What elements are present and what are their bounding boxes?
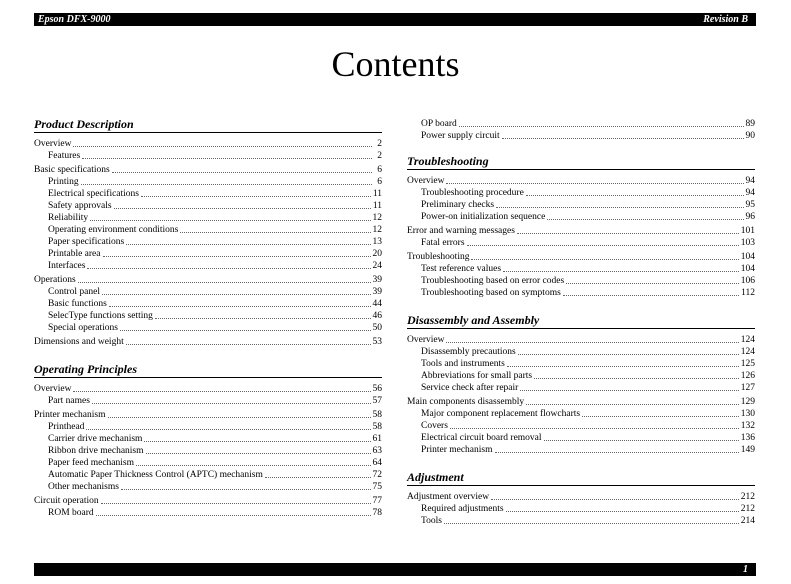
toc-subentry[interactable] bbox=[407, 346, 755, 358]
dot-leader bbox=[518, 354, 739, 355]
section-heading: Disassembly and Assembly bbox=[407, 313, 755, 329]
toc-left-column bbox=[34, 117, 382, 519]
toc-page-number: 57 bbox=[372, 396, 382, 406]
toc-page-number: 78 bbox=[372, 508, 382, 518]
toc-page-number: 2 bbox=[377, 151, 382, 161]
toc-page-number: 94 bbox=[745, 176, 755, 186]
toc-page-number: 136 bbox=[740, 433, 755, 443]
toc-entry-title: Part names bbox=[48, 396, 90, 406]
dot-leader bbox=[547, 219, 743, 220]
toc-entry-title: Basic functions bbox=[48, 299, 107, 309]
toc-entry-title: Fatal errors bbox=[421, 238, 465, 248]
toc-entry[interactable] bbox=[407, 396, 755, 408]
toc-page-number: 75 bbox=[372, 482, 382, 492]
toc-page-number: 214 bbox=[740, 516, 755, 526]
toc-subentry[interactable] bbox=[407, 444, 755, 456]
toc-page-number: 58 bbox=[372, 422, 382, 432]
dot-leader bbox=[496, 207, 743, 208]
toc-page-number: 61 bbox=[372, 434, 382, 444]
toc-subentry[interactable] bbox=[34, 150, 382, 162]
toc-section bbox=[407, 154, 755, 299]
dot-leader bbox=[78, 282, 371, 283]
dot-leader bbox=[502, 138, 744, 139]
toc-entry-title: Printable area bbox=[48, 249, 101, 259]
dot-leader bbox=[446, 183, 743, 184]
toc-subentry[interactable] bbox=[407, 187, 755, 199]
toc-page-number: 11 bbox=[372, 189, 382, 199]
toc-page-number: 53 bbox=[372, 337, 382, 347]
dot-leader bbox=[459, 126, 744, 127]
toc-entry-title: Safety approvals bbox=[48, 201, 112, 211]
page-title: Contents bbox=[331, 44, 460, 84]
toc-page-number: 104 bbox=[740, 264, 755, 274]
toc-entry-title: Covers bbox=[421, 421, 448, 431]
dot-leader bbox=[146, 453, 371, 454]
toc-subentry[interactable] bbox=[407, 370, 755, 382]
dot-leader bbox=[491, 499, 739, 500]
toc-page-number: 149 bbox=[740, 445, 755, 455]
toc-page-number: 39 bbox=[372, 275, 382, 285]
toc-subentry[interactable] bbox=[34, 310, 382, 322]
dot-leader bbox=[120, 330, 371, 331]
toc-subentry[interactable] bbox=[407, 199, 755, 211]
toc-entry-title: Major component replacement flowcharts bbox=[421, 409, 581, 419]
toc-entry-title: Error and warning messages bbox=[407, 226, 515, 236]
toc-subentry[interactable] bbox=[407, 382, 755, 394]
toc-entry-title: Other mechanisms bbox=[48, 482, 119, 492]
toc-page-number: 50 bbox=[372, 323, 382, 333]
dot-leader bbox=[141, 196, 371, 197]
dot-leader bbox=[136, 465, 371, 466]
toc-page-number: 72 bbox=[372, 470, 382, 480]
toc-entry-title: Printhead bbox=[48, 422, 85, 432]
toc-subentry[interactable] bbox=[407, 432, 755, 444]
toc-page-number: 130 bbox=[740, 409, 755, 419]
toc-page-number: 56 bbox=[372, 384, 382, 394]
toc-section bbox=[34, 362, 382, 519]
toc-page-number: 95 bbox=[745, 200, 755, 210]
toc-page-number: 46 bbox=[372, 311, 382, 321]
toc-entry-title: Electrical specifications bbox=[48, 189, 139, 199]
dot-leader bbox=[114, 208, 371, 209]
section-heading: Product Description bbox=[34, 117, 382, 133]
dot-leader bbox=[92, 403, 371, 404]
toc-entry-title: Circuit operation bbox=[34, 496, 99, 506]
toc-page-number: 2 bbox=[377, 139, 382, 149]
toc-entry[interactable] bbox=[34, 336, 382, 348]
toc-subentry[interactable] bbox=[34, 200, 382, 212]
toc-page-number: 125 bbox=[740, 359, 755, 369]
toc-entry-title: Printer mechanism bbox=[421, 445, 493, 455]
toc-entry[interactable] bbox=[34, 495, 382, 507]
toc-page-number: 96 bbox=[745, 212, 755, 222]
toc-entry[interactable] bbox=[34, 138, 382, 150]
toc-subentry[interactable] bbox=[34, 248, 382, 260]
dot-leader bbox=[544, 440, 739, 441]
toc-entry-title: Power supply circuit bbox=[421, 131, 500, 141]
toc-entry-title: Overview bbox=[34, 384, 72, 394]
toc-entry-title: Abbreviations for small parts bbox=[421, 371, 533, 381]
toc-subentry[interactable] bbox=[34, 298, 382, 310]
toc-page-number: 12 bbox=[372, 225, 382, 235]
toc-page-number: 112 bbox=[741, 288, 755, 298]
toc-page-number: 6 bbox=[377, 177, 382, 187]
section-heading: Adjustment bbox=[407, 470, 755, 486]
toc-subentry[interactable] bbox=[407, 503, 755, 515]
toc-entry-title: Preliminary checks bbox=[421, 200, 495, 210]
dot-leader bbox=[102, 294, 371, 295]
toc-subentry[interactable] bbox=[407, 211, 755, 223]
dot-leader bbox=[471, 259, 738, 260]
toc-subentry[interactable] bbox=[34, 457, 382, 469]
toc-entry-title: Adjustment overview bbox=[407, 492, 490, 502]
toc-entry[interactable] bbox=[407, 175, 755, 187]
dot-leader bbox=[112, 172, 372, 173]
toc-subentry[interactable] bbox=[34, 176, 382, 188]
toc-entry-title: Disassembly precautions bbox=[421, 347, 516, 357]
dot-leader bbox=[108, 417, 371, 418]
dot-leader bbox=[582, 416, 739, 417]
toc-entry-title: Tools bbox=[421, 516, 442, 526]
section-heading: Troubleshooting bbox=[407, 154, 755, 170]
toc-page-number: 129 bbox=[740, 397, 755, 407]
header-doc-title: Epson DFX-9000 bbox=[38, 14, 111, 25]
toc-entry-title: Troubleshooting based on error codes bbox=[421, 276, 565, 286]
toc-subentry[interactable] bbox=[34, 188, 382, 200]
toc-entry[interactable] bbox=[407, 334, 755, 346]
dot-leader bbox=[121, 489, 371, 490]
toc-page-number: 132 bbox=[740, 421, 755, 431]
toc-entry-title: Test reference values bbox=[421, 264, 502, 274]
toc-entry-title: Operations bbox=[34, 275, 76, 285]
toc-entry-title: Interfaces bbox=[48, 261, 86, 271]
toc-subentry[interactable] bbox=[34, 469, 382, 481]
toc-subentry[interactable] bbox=[407, 420, 755, 432]
toc-page-number: 101 bbox=[740, 226, 755, 236]
toc-subentry[interactable] bbox=[34, 322, 382, 334]
toc-page-number: 77 bbox=[372, 496, 382, 506]
toc-subentry[interactable] bbox=[34, 395, 382, 407]
toc-subentry[interactable] bbox=[34, 507, 382, 519]
toc-entry-title: Overview bbox=[34, 139, 72, 149]
toc-page-number: 6 bbox=[377, 165, 382, 175]
toc-entry-title: Basic specifications bbox=[34, 165, 110, 175]
section-heading: Operating Principles bbox=[34, 362, 382, 378]
dot-leader bbox=[507, 366, 739, 367]
toc-subentry[interactable] bbox=[34, 212, 382, 224]
header-bar bbox=[34, 13, 756, 26]
dot-leader bbox=[90, 220, 370, 221]
header-revision: Revision B bbox=[703, 14, 748, 25]
toc-entry-title: Carrier drive mechanism bbox=[48, 434, 143, 444]
toc-subentry[interactable] bbox=[34, 236, 382, 248]
toc-page-number: 124 bbox=[740, 347, 755, 357]
toc-page-number: 20 bbox=[372, 249, 382, 259]
dot-leader bbox=[517, 233, 739, 234]
toc-page-number: 58 bbox=[372, 410, 382, 420]
dot-leader bbox=[566, 283, 739, 284]
toc-entry[interactable] bbox=[407, 251, 755, 263]
toc-entry[interactable] bbox=[34, 164, 382, 176]
toc-page-number: 94 bbox=[745, 188, 755, 198]
toc-entry-title: Overview bbox=[407, 335, 445, 345]
toc-entry-title: Dimensions and weight bbox=[34, 337, 124, 347]
dot-leader bbox=[126, 344, 371, 345]
toc-entry-title: OP board bbox=[421, 119, 457, 129]
toc-entry-title: Main components disassembly bbox=[407, 397, 525, 407]
toc-page-number: 103 bbox=[740, 238, 755, 248]
toc-page-number: 64 bbox=[372, 458, 382, 468]
dot-leader bbox=[444, 523, 739, 524]
toc-subentry[interactable] bbox=[407, 287, 755, 299]
toc-subentry[interactable] bbox=[34, 433, 382, 445]
dot-leader bbox=[563, 295, 739, 296]
toc-entry-title: Features bbox=[48, 151, 81, 161]
toc-page-number: 90 bbox=[745, 131, 755, 141]
toc-page-number: 212 bbox=[740, 504, 755, 514]
dot-leader bbox=[81, 184, 372, 185]
toc-subentry[interactable] bbox=[34, 224, 382, 236]
toc-entry-title: ROM board bbox=[48, 508, 94, 518]
dot-leader bbox=[526, 195, 744, 196]
toc-page-number: 12 bbox=[372, 213, 382, 223]
dot-leader bbox=[155, 318, 371, 319]
toc-page-number: 39 bbox=[372, 287, 382, 297]
dot-leader bbox=[446, 342, 738, 343]
toc-entry-title: Printing bbox=[48, 177, 79, 187]
toc-section bbox=[34, 117, 382, 348]
toc-subentry[interactable] bbox=[34, 260, 382, 272]
toc-section bbox=[407, 313, 755, 456]
toc-entry-title: Tools and instruments bbox=[421, 359, 505, 369]
toc-subentry[interactable] bbox=[407, 130, 755, 142]
toc-entry-title: Paper specifications bbox=[48, 237, 125, 247]
toc-subentry[interactable] bbox=[407, 237, 755, 249]
dot-leader bbox=[109, 306, 371, 307]
dot-leader bbox=[126, 244, 370, 245]
toc-entry-title: Service check after repair bbox=[421, 383, 519, 393]
dot-leader bbox=[534, 378, 739, 379]
toc-entry-title: Required adjustments bbox=[421, 504, 504, 514]
toc-entry-title: Control panel bbox=[48, 287, 100, 297]
toc-page-number: 106 bbox=[740, 276, 755, 286]
toc-entry-title: Electrical circuit board removal bbox=[421, 433, 542, 443]
toc-entry-title: Printer mechanism bbox=[34, 410, 106, 420]
toc-entry-title: Ribbon drive mechanism bbox=[48, 446, 144, 456]
dot-leader bbox=[86, 429, 370, 430]
toc-subentry[interactable] bbox=[407, 263, 755, 275]
toc-entry-title: Power-on initialization sequence bbox=[421, 212, 546, 222]
toc-subentry[interactable] bbox=[34, 445, 382, 457]
dot-leader bbox=[506, 511, 739, 512]
toc-entry-title: Troubleshooting based on symptoms bbox=[421, 288, 561, 298]
toc-subentry[interactable] bbox=[34, 421, 382, 433]
dot-leader bbox=[73, 391, 370, 392]
toc-subentry[interactable] bbox=[407, 275, 755, 287]
dot-leader bbox=[144, 441, 370, 442]
footer-bar bbox=[34, 563, 756, 576]
dot-leader bbox=[103, 256, 371, 257]
toc-page-number: 212 bbox=[740, 492, 755, 502]
toc-entry[interactable] bbox=[407, 491, 755, 503]
toc-subentry[interactable] bbox=[34, 481, 382, 493]
toc-page-number: 127 bbox=[740, 383, 755, 393]
toc-page-number: 63 bbox=[372, 446, 382, 456]
dot-leader bbox=[101, 503, 371, 504]
dot-leader bbox=[82, 158, 372, 159]
toc-entry[interactable] bbox=[34, 383, 382, 395]
toc-page-number: 13 bbox=[372, 237, 382, 247]
toc-subentry[interactable] bbox=[407, 118, 755, 130]
toc-subentry[interactable] bbox=[407, 408, 755, 420]
dot-leader bbox=[87, 268, 370, 269]
toc-page-number: 11 bbox=[372, 201, 382, 211]
dot-leader bbox=[450, 428, 739, 429]
dot-leader bbox=[180, 232, 370, 233]
toc-page-number: 126 bbox=[740, 371, 755, 381]
dot-leader bbox=[467, 245, 739, 246]
toc-entry-title: Special operations bbox=[48, 323, 118, 333]
dot-leader bbox=[503, 271, 739, 272]
toc-entry-title: Overview bbox=[407, 176, 445, 186]
toc-entry[interactable] bbox=[34, 409, 382, 421]
toc-page-number: 24 bbox=[372, 261, 382, 271]
toc-page-number: 104 bbox=[740, 252, 755, 262]
toc-entry-title: Reliability bbox=[48, 213, 89, 223]
toc-right-column bbox=[407, 118, 755, 527]
toc-subentry[interactable] bbox=[407, 358, 755, 370]
dot-leader bbox=[96, 515, 371, 516]
toc-subentry[interactable] bbox=[34, 286, 382, 298]
toc-entry-title: SelecType functions setting bbox=[48, 311, 153, 321]
dot-leader bbox=[73, 146, 372, 147]
toc-page-number: 124 bbox=[740, 335, 755, 345]
dot-leader bbox=[520, 390, 738, 391]
footer-page-number: 1 bbox=[743, 564, 748, 575]
toc-entry-title: Paper feed mechanism bbox=[48, 458, 134, 468]
toc-entry[interactable] bbox=[407, 225, 755, 237]
toc-entry-title: Troubleshooting procedure bbox=[421, 188, 524, 198]
toc-entry[interactable] bbox=[34, 274, 382, 286]
dot-leader bbox=[495, 452, 739, 453]
dot-leader bbox=[526, 404, 739, 405]
toc-page-number: 44 bbox=[372, 299, 382, 309]
dot-leader bbox=[265, 477, 371, 478]
toc-page-number: 89 bbox=[745, 119, 755, 129]
toc-entry-title: Troubleshooting bbox=[407, 252, 470, 262]
toc-entry-title: Operating environment conditions bbox=[48, 225, 179, 235]
toc-section bbox=[407, 470, 755, 527]
toc-entry-title: Automatic Paper Thickness Control (APTC) mechanism bbox=[48, 470, 263, 480]
toc-subentry[interactable] bbox=[407, 515, 755, 527]
